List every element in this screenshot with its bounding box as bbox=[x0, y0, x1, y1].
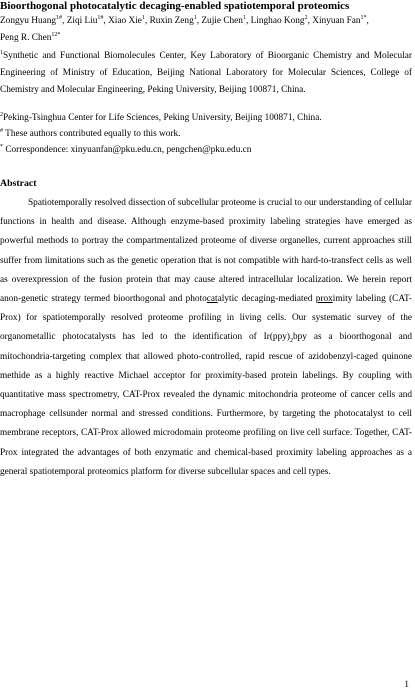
paper-title: Bioorthogonal photocatalytic decaging-enabled spatiotemporal proteomics bbox=[0, 0, 350, 12]
abstract-text: Spatiotemporally resolved dissection of subcellular proteome is crucial to our understanding of cellular functions in health and disease. Although enzyme-based proximity labeling strategies have emerged as powerful methods to portray the compartmentalized proteome of diverse organelles, current approaches still suffer from limitations such as the genetic operation that is not compatible with hard-to-transfect cells as well as overexpression of the fusion protein that may cause altered intracellular localization. We herein report anon-genetic strategy termed bioorthogonal and photo bbox=[0, 198, 412, 305]
author-name: Peng R. Chen bbox=[0, 33, 52, 43]
affiliation-mark: 1 bbox=[0, 49, 3, 56]
abstract-subscript: 2 bbox=[289, 338, 293, 345]
author-list: Zongyu Huang$^{1\#}$, Ziqi Liu$^{1\#}$, Xiao Xie$^1$, Ruxin Zeng$^1$, Zujie Chen$^1$, Linghao Kong$^2$, Xinyuan Fan$^{1*}$, Peng R. Chen$^{12*}$ bbox=[0, 14, 369, 43]
affiliation-1 bbox=[0, 48, 412, 99]
author-affiliation-mark: 2 bbox=[304, 14, 308, 21]
author-name: Zongyu Huang bbox=[0, 16, 57, 26]
author-name: Xiao Xie bbox=[108, 16, 142, 26]
abstract-underlined-text: cat bbox=[206, 294, 218, 305]
affiliation-text: Peking-Tsinghua Center for Life Sciences, Peking University, Beijing 100871, China. bbox=[3, 113, 322, 123]
affiliation-2 bbox=[0, 110, 412, 127]
abstract-underlined-text: prox bbox=[315, 294, 333, 305]
author-affiliation-mark: 1 bbox=[242, 14, 246, 21]
page-number: 1 bbox=[404, 680, 409, 690]
author-name: Zujie Chen bbox=[201, 16, 243, 26]
affiliation-text: Synthetic and Functional Biomolecules Center, Key Laboratory of Bioorganic Chemistry and Molecular Engineering of Ministry of Education, Beijing National Laboratory for Molecular Sciences, College of Chemistry and Molecular Engineering, Peking University, Beijing 100871, China. bbox=[0, 51, 412, 95]
abstract-heading: Abstract bbox=[0, 178, 37, 189]
abstract-body bbox=[0, 194, 412, 482]
author-name: Ruxin Zeng bbox=[149, 16, 194, 26]
author-name: Linghao Kong bbox=[250, 16, 305, 26]
correspondence-note bbox=[0, 142, 412, 158]
abstract-text: imity labeling (CAT-Prox) for spatiotemporally resolved proteome profiling in living cells. Our systematic survey of the organometallic photocatalysts has led to the identification of Ir(ppy) bbox=[0, 294, 412, 343]
affiliation-mark: 2 bbox=[0, 111, 3, 118]
author-affiliation-mark: 12* bbox=[51, 31, 61, 38]
abstract-text: alytic decaging-mediated bbox=[217, 294, 316, 305]
note-text: These authors contributed equally to this work. bbox=[5, 129, 181, 139]
correspondence-text: Correspondence: xinyuanfan@pku.edu.cn, pengchen@pku.edu.cn bbox=[5, 145, 252, 155]
abstract-text: bpy as a bioorthogonal and mitochondria-targeting complex that allowed photo-controlled, rapid rescue of azidobenzyl-caged quinone methide as a highly reactive Michael acceptor for proximity-based protein labelings. By coupling with quantitative mass spectrometry, CAT-Prox revealed the dynamic mitochondria proteome of cancer cells and macrophage cellsunder normal and stressed conditions. Furthermore, by targeting the photocatalyst to cell membrane receptors, CAT-Prox allowed microdomain proteome profiling on live cell surface. Together, CAT-Prox integrated the advantages of both enzymatic and chemical-based proximity labeling approaches as a general spatiotemporal proteomics platform for diverse subcellular spaces and cell types. bbox=[0, 332, 412, 477]
author-affiliation-mark: 1 bbox=[193, 14, 197, 21]
note-mark: # bbox=[0, 127, 3, 134]
note-mark: * bbox=[0, 143, 3, 150]
author-name: Ziqi Liu bbox=[66, 16, 98, 26]
author-affiliation-mark: 1# bbox=[56, 14, 63, 21]
author-affiliation-mark: 1# bbox=[97, 14, 104, 21]
author-name: Xinyuan Fan bbox=[312, 16, 361, 26]
author-affiliation-mark: 1 bbox=[141, 14, 145, 21]
author-affiliation-mark: 1* bbox=[360, 14, 367, 21]
equal-contribution-note bbox=[0, 126, 412, 142]
